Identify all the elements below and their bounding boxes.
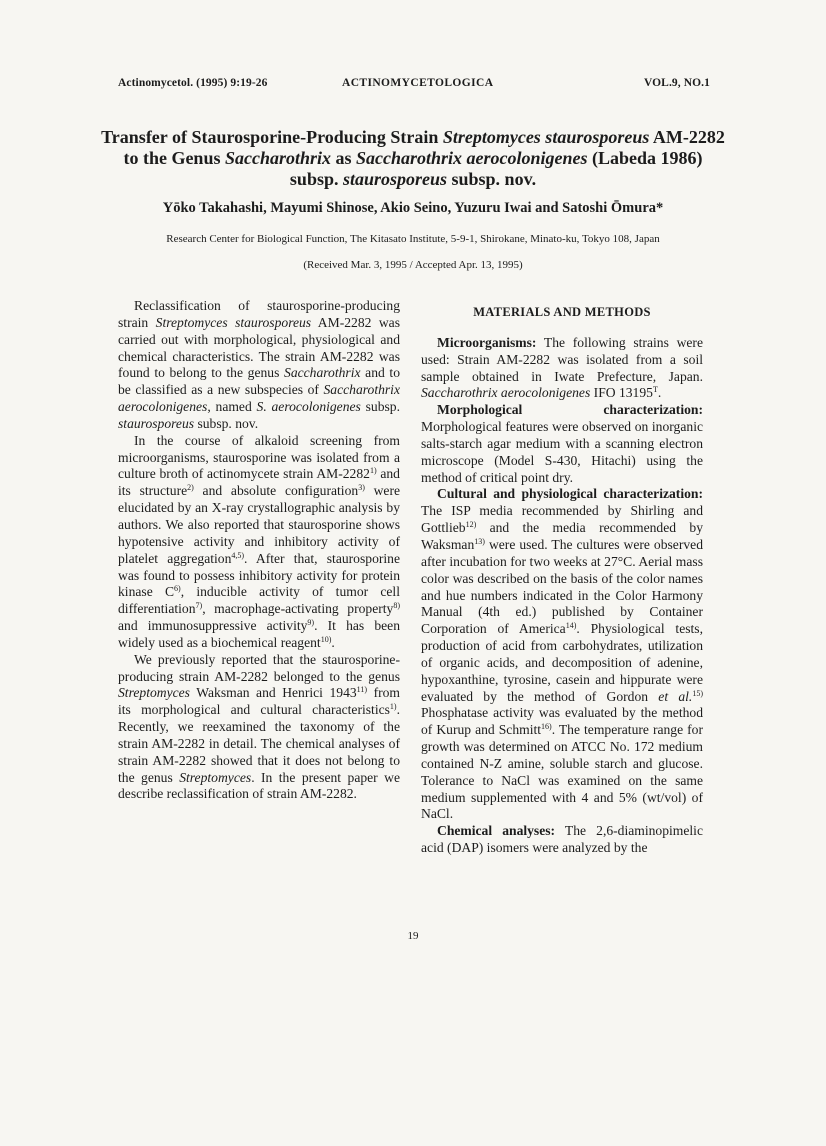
intro-paragraph: In the course of alkaloid screening from microorganisms, staurosporine was isolated from a culture broth of actinomycete strain AM-2282$^{1)}$ and its structure$^{2)}$ and absolute configuration$^{3)}$ were elucidated by an X-ray crystallographic analysis by authors. We also reported that staurosporine shows hypotensive activity and inhibitory activity of platelet aggregation$^{4,5)}$. After that, staurosporine was found to possess inhibitory activity for protein kinase $C^{6)}$, inducible activity of tumor cell differentiation$^{7)}$, macrophage-activating property$^{8)}$ and immunosuppressive activity$^{9)}$. It has been widely used as a biochemical reagent$^{10)}$. bbox=[118, 432, 401, 650]
journal-citation: Actinomycetol. (1995) 9:19-26 bbox=[118, 77, 268, 89]
page-number: 19 bbox=[407, 930, 419, 942]
affiliation: Research Center for Biological Function, The Kitasato Institute, 5-9-1, Shirokane, Minato-ku, Tokyo 108, Japan bbox=[166, 233, 660, 245]
methods-paragraph: Chemical analyses: The 2,6-diaminopimelic acid (DAP) isomers were analyzed by the bbox=[421, 823, 703, 856]
journal-name: ACTINOMYCETOLOGICA bbox=[342, 77, 494, 89]
author-list: Yōko Takahashi, Mayumi Shinose, Akio Seino, Yuzuru Iwai and Satoshi Ōmura* bbox=[162, 200, 664, 216]
received-date: (Received Mar. 3, 1995 / Accepted Apr. 13, 1995) bbox=[303, 259, 523, 271]
abstract-paragraph: Reclassification of staurosporine-producing strain Streptomyces staurosporeus AM-2282 was carried out with morphological, physiological and chemical characteristics. The strain AM-2282 was found to belong to the genus Saccharothrix and to be classified as a new subspecies of Saccharothrix aerocolonigenes, named S. aerocolonigenes subsp. staurosporeus subsp. nov. bbox=[118, 298, 401, 431]
methods-paragraph: Morphological characterization: Morphological features were observed on inorganic salts-starch agar medium with a scanning electron microscope (Model S-430, Hitachi) using the method of critical point dry. bbox=[421, 402, 703, 485]
left-column bbox=[118, 298, 400, 803]
intro-paragraph: We previously reported that the staurosporine-producing strain AM-2282 belonged to the genus Streptomyces Waksman and Henrici 1943$^{11)}$ from its morphological and cultural characteristics$^{1)}$. Recently, we reexamined the taxonomy of the strain AM-2282 in detail. The chemical analyses of strain AM-2282 showed that it does not belong to the genus Streptomyces. In the present paper we describe reclassification of strain AM-2282. bbox=[118, 651, 400, 802]
methods-paragraph: Cultural and physiological characterization: The ISP media recommended by Shirling and Gottlieb$^{12)}$ and the media recommended by Waksman$^{13)}$ were used. The cultures were observed after incubation for two weeks at 27°C. Aerial mass color was described on the basis of the color names and hue numbers indicated in the Color Harmony Manual (4th ed.) published by Container Corporation of America$^{14)}$. Physiological tests, production of acid from carbohydrates, utilization of organic acids, and decomposition of adenine, hypoxanthine, tyrosine, casein and hippurate were evaluated by the method of Gordon et al.$^{15)}$ Phosphatase activity was evaluated by the method of Kurup and Schmitt$^{16)}$. The temperature range for growth was determined on ATCC No. 172 medium contained N-Z amine, soluble starch and glucose. Tolerance to NaCl was examined on the same medium supplemented with 4 and 5% (wt/vol) of NaCl. bbox=[421, 486, 703, 822]
right-column bbox=[421, 298, 703, 857]
volume-number: VOL.9, NO.1 bbox=[643, 77, 710, 89]
section-heading: MATERIALS AND METHODS bbox=[473, 305, 651, 319]
methods-paragraph: Microorganisms: The following strains were used: Strain AM-2282 was isolated from a soil sample obtained in Iwate Prefecture, Japan. Saccharothrix aerocolonigenes IFO $13195^T$. bbox=[421, 334, 703, 401]
paper-title: Transfer of Staurosporine-Producing Strain Streptomyces staurosporeus AM-2282 to the Genus Saccharothrix as Saccharothrix aerocolonigenes (Labeda 1986) subsp. staurosporeus subsp. nov. bbox=[101, 127, 725, 189]
